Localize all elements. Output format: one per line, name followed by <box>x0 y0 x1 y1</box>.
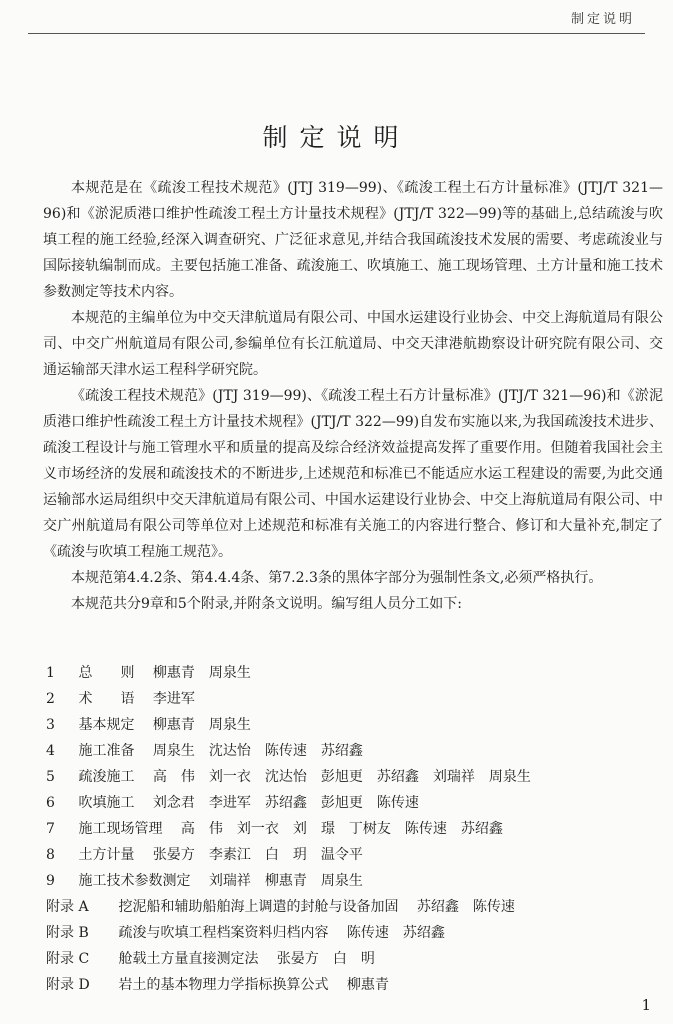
chapter-row <box>46 660 656 686</box>
chapter-title: 术 语 <box>78 691 135 707</box>
chapter-authors: 柳惠青 周泉生 <box>152 665 251 681</box>
body-text <box>43 175 663 617</box>
appendix-label: 附录 B <box>46 925 89 941</box>
chapter-authors: 高 伟 刘一衣 沈达怡 彭旭更 苏绍鑫 刘瑞祥 周泉生 <box>152 769 531 785</box>
appendix-row <box>46 894 656 920</box>
header-rule <box>28 33 645 34</box>
appendix-authors: 柳惠青 <box>346 977 389 993</box>
appendix-title: 挖泥船和辅助船舶海上调遣的封舱与设备加固 <box>118 899 399 915</box>
appendix-authors: 张晏方 白 明 <box>276 951 375 967</box>
chapter-number: 8 <box>46 847 55 863</box>
paragraph: 本规范共分9章和5个附录,并附条文说明。编写组人员分工如下: <box>71 596 462 612</box>
chapter-row <box>46 764 656 790</box>
author-list <box>46 660 656 998</box>
paragraph: 本规范是在《疏浚工程技术规范》(JTJ 319—99)、《疏浚工程土石方计量标准》(JTJ/T 321—96)和《淤泥质港口维护性疏浚工程土方计量技术规程》(JTJ/T 322—99)等的基础上,总结疏浚与吹填工程的施工经验,经深入调查研究、广泛征求意见,并结合我国疏浚技术发展的需要、考虑疏浚业与国际接轨编制而成。主要包括施工准备、疏浚施工、吹填施工、施工现场管理、土方计量和施工技术参数测定等技术内容。 <box>43 180 663 300</box>
chapter-number: 2 <box>46 691 55 707</box>
appendix-title: 舱载土方量直接测定法 <box>118 951 259 967</box>
chapter-row <box>46 686 656 712</box>
chapter-title: 总 则 <box>78 665 135 681</box>
appendix-label: 附录 A <box>46 899 89 915</box>
chapter-title: 吹填施工 <box>78 795 135 811</box>
chapter-title: 施工技术参数测定 <box>78 873 191 889</box>
paragraph: 本规范的主编单位为中交天津航道局有限公司、中国水运建设行业协会、中交上海航道局有限公司、中交广州航道局有限公司,参编单位有长江航道局、中交天津港航勘察设计研究院有限公司、交通运输部天津水运工程科学研究院。 <box>43 310 663 378</box>
appendix-row <box>46 946 656 972</box>
chapter-authors: 周泉生 沈达怡 陈传速 苏绍鑫 <box>152 743 363 759</box>
page-title: 制定说明 <box>262 123 411 152</box>
chapter-row <box>46 842 656 868</box>
chapter-row <box>46 790 656 816</box>
paragraph: 本规范第4.4.2条、第4.4.4条、第7.2.3条的黑体字部分为强制性条文,必须严格执行。 <box>71 570 603 586</box>
appendix-label: 附录 D <box>46 977 90 993</box>
chapter-row <box>46 712 656 738</box>
chapter-title: 疏浚施工 <box>78 769 135 785</box>
chapter-title: 施工现场管理 <box>78 821 163 837</box>
appendix-authors: 苏绍鑫 陈传速 <box>416 899 515 915</box>
chapter-authors: 张晏方 李素江 白 玥 温令平 <box>152 847 363 863</box>
chapter-number: 4 <box>46 743 55 759</box>
chapter-authors: 李进军 <box>152 691 195 707</box>
appendix-title: 疏浚与吹填工程档案资料归档内容 <box>118 925 329 941</box>
chapter-number: 5 <box>46 769 55 785</box>
chapter-authors: 高 伟 刘一衣 刘 璟 丁树友 陈传速 苏绍鑫 <box>180 821 503 837</box>
chapter-authors: 刘念君 李进军 苏绍鑫 彭旭更 陈传速 <box>152 795 419 811</box>
appendix-row <box>46 972 656 998</box>
chapter-title: 基本规定 <box>78 717 135 733</box>
chapter-number: 9 <box>46 873 55 889</box>
chapter-row <box>46 868 656 894</box>
chapter-title: 施工准备 <box>78 743 135 759</box>
running-header: 制定说明 <box>570 12 635 27</box>
chapter-row <box>46 738 656 764</box>
appendix-row <box>46 920 656 946</box>
appendix-title: 岩土的基本物理力学指标换算公式 <box>118 977 329 993</box>
chapter-number: 3 <box>46 717 55 733</box>
chapter-number: 1 <box>46 665 55 681</box>
chapter-authors: 刘瑞祥 柳惠青 周泉生 <box>208 873 363 889</box>
appendix-authors: 陈传速 苏绍鑫 <box>346 925 445 941</box>
chapter-title: 土方计量 <box>78 847 135 863</box>
paragraph: 《疏浚工程技术规范》(JTJ 319—99)、《疏浚工程土石方计量标准》(JTJ/T 321—96)和《淤泥质港口维护性疏浚工程土方计量技术规程》(JTJ/T 322—99)自发布实施以来,为我国疏浚技术进步、疏浚工程设计与施工管理水平和质量的提高及综合经济效益提高发挥了重要作用。但随着我国社会主义市场经济的发展和疏浚技术的不断进步,上述规范和标准已不能适应水运工程建设的需要,为此交通运输部水运局组织中交天津航道局有限公司、中国水运建设行业协会、中交上海航道局有限公司、中交广州航道局有限公司等单位对上述规范和标准有关施工的内容进行整合、修订和大量补充,制定了《疏浚与吹填工程施工规范》。 <box>43 388 663 560</box>
chapter-number: 6 <box>46 795 55 811</box>
chapter-row <box>46 816 656 842</box>
chapter-number: 7 <box>46 821 55 837</box>
chapter-authors: 柳惠青 周泉生 <box>152 717 251 733</box>
page-number: 1 <box>641 996 651 1014</box>
appendix-label: 附录 C <box>46 951 90 967</box>
